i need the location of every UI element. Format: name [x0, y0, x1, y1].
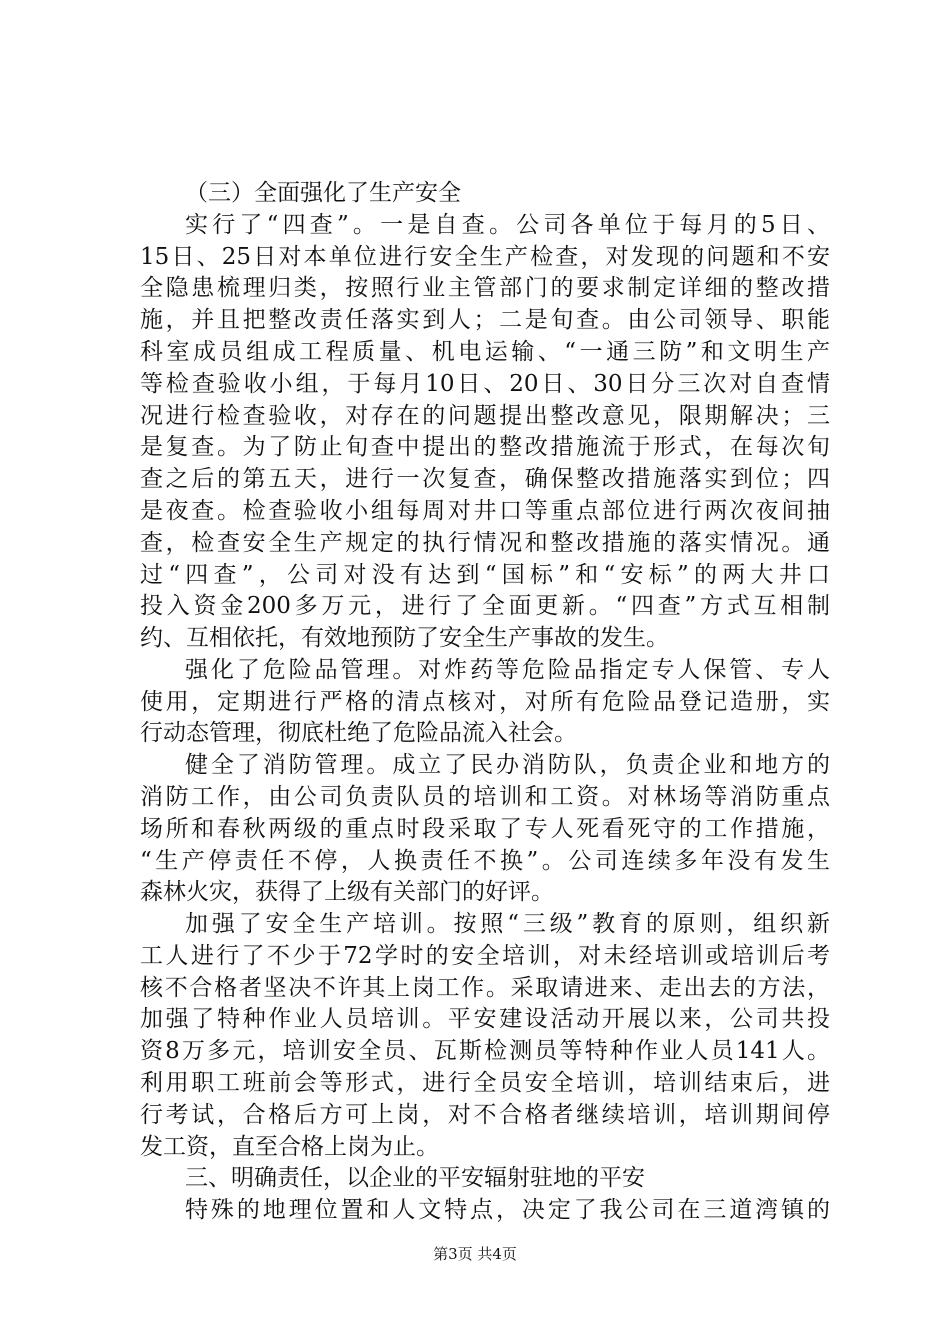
paragraph-line: 行考试，合格后方可上岗，对不合格者继续培训，培训期间停 — [140, 1102, 830, 1128]
paragraph-line: 约、互相依托，有效地预防了安全生产事故的发生。 — [140, 625, 669, 651]
paragraph-line: 是复查。为了防止旬查中提出的整改措施流于形式，在每次旬 — [140, 434, 830, 460]
paragraph-line: 查之后的第五天，进行一次复查，确保整改措施落实到位；四 — [140, 466, 830, 492]
paragraph-line: 强化了危险品管理。对炸药等危险品指定专人保管、专人 — [185, 657, 830, 683]
paragraph-line: 实行了“四查”。一是自查。公司各单位于每月的5日、 — [185, 212, 830, 238]
page-number-footer: 第3页 共4页 — [433, 1245, 517, 1263]
paragraph-line: 行动态管理，彻底杜绝了危险品流入社会。 — [140, 720, 577, 746]
section-heading: 三、明确责任，以企业的平安辐射驻地的平安 — [185, 1165, 645, 1191]
paragraph-line: 过“四查”，公司对没有达到“国标”和“安标”的两大井口 — [140, 562, 830, 588]
paragraph-line: 核不合格者坚决不许其上岗工作。采取请进来、走出去的方法， — [140, 975, 830, 1001]
paragraph-line: 全隐患梳理归类，按照行业主管部门的要求制定详细的整改措 — [140, 275, 830, 301]
paragraph-line: 投入资金200多万元，进行了全面更新。“四查”方式互相制 — [140, 593, 830, 619]
paragraph-line: 15日、25日对本单位进行安全生产检查，对发现的问题和不安 — [140, 244, 830, 270]
paragraph-line: 况进行检查验收，对存在的问题提出整改意见，限期解决；三 — [140, 403, 830, 429]
paragraph-line: “生产停责任不停，人换责任不换”。公司连续多年没有发生 — [140, 848, 830, 874]
paragraph-line: 消防工作，由公司负责队员的培训和工资。对林场等消防重点 — [140, 784, 830, 810]
paragraph-line: 场所和春秋两级的重点时段采取了专人死看死守的工作措施， — [140, 816, 830, 842]
paragraph-line: 使用，定期进行严格的清点核对，对所有危险品登记造册，实 — [140, 689, 830, 715]
paragraph-line: 等检查验收小组，于每月10日、20日、30日分三次对自查情 — [140, 371, 830, 397]
paragraph-line: 资8万多元，培训安全员、瓦斯检测员等特种作业人员141人。 — [140, 1038, 830, 1064]
paragraph-line: 森林火灾，获得了上级有关部门的好评。 — [140, 879, 554, 905]
paragraph-line: 利用职工班前会等形式，进行全员安全培训，培训结束后，进 — [140, 1070, 830, 1096]
paragraph-line: 健全了消防管理。成立了民办消防队，负责企业和地方的 — [185, 752, 830, 778]
paragraph-line: 工人进行了不少于72学时的安全培训，对未经培训或培训后考 — [140, 943, 830, 969]
paragraph-line: 是夜查。检查验收小组每周对井口等重点部位进行两次夜间抽 — [140, 498, 830, 524]
paragraph-line: 加强了特种作业人员培训。平安建设活动开展以来，公司共投 — [140, 1006, 830, 1032]
paragraph-line: 发工资，直至合格上岗为止。 — [140, 1134, 439, 1160]
paragraph-line: 加强了安全生产培训。按照“三级”教育的原则，组织新 — [185, 911, 830, 937]
paragraph-line: 科室成员组成工程质量、机电运输、“一通三防”和文明生产 — [140, 339, 830, 365]
paragraph-line: 特殊的地理位置和人文特点，决定了我公司在三道湾镇的 — [185, 1197, 830, 1223]
paragraph-line: 施，并且把整改责任落实到人；二是旬查。由公司领导、职能 — [140, 307, 830, 333]
paragraph-line: 查，检查安全生产规定的执行情况和整改措施的落实情况。通 — [140, 530, 830, 556]
section-heading: （三）全面强化了生产安全 — [185, 180, 461, 206]
